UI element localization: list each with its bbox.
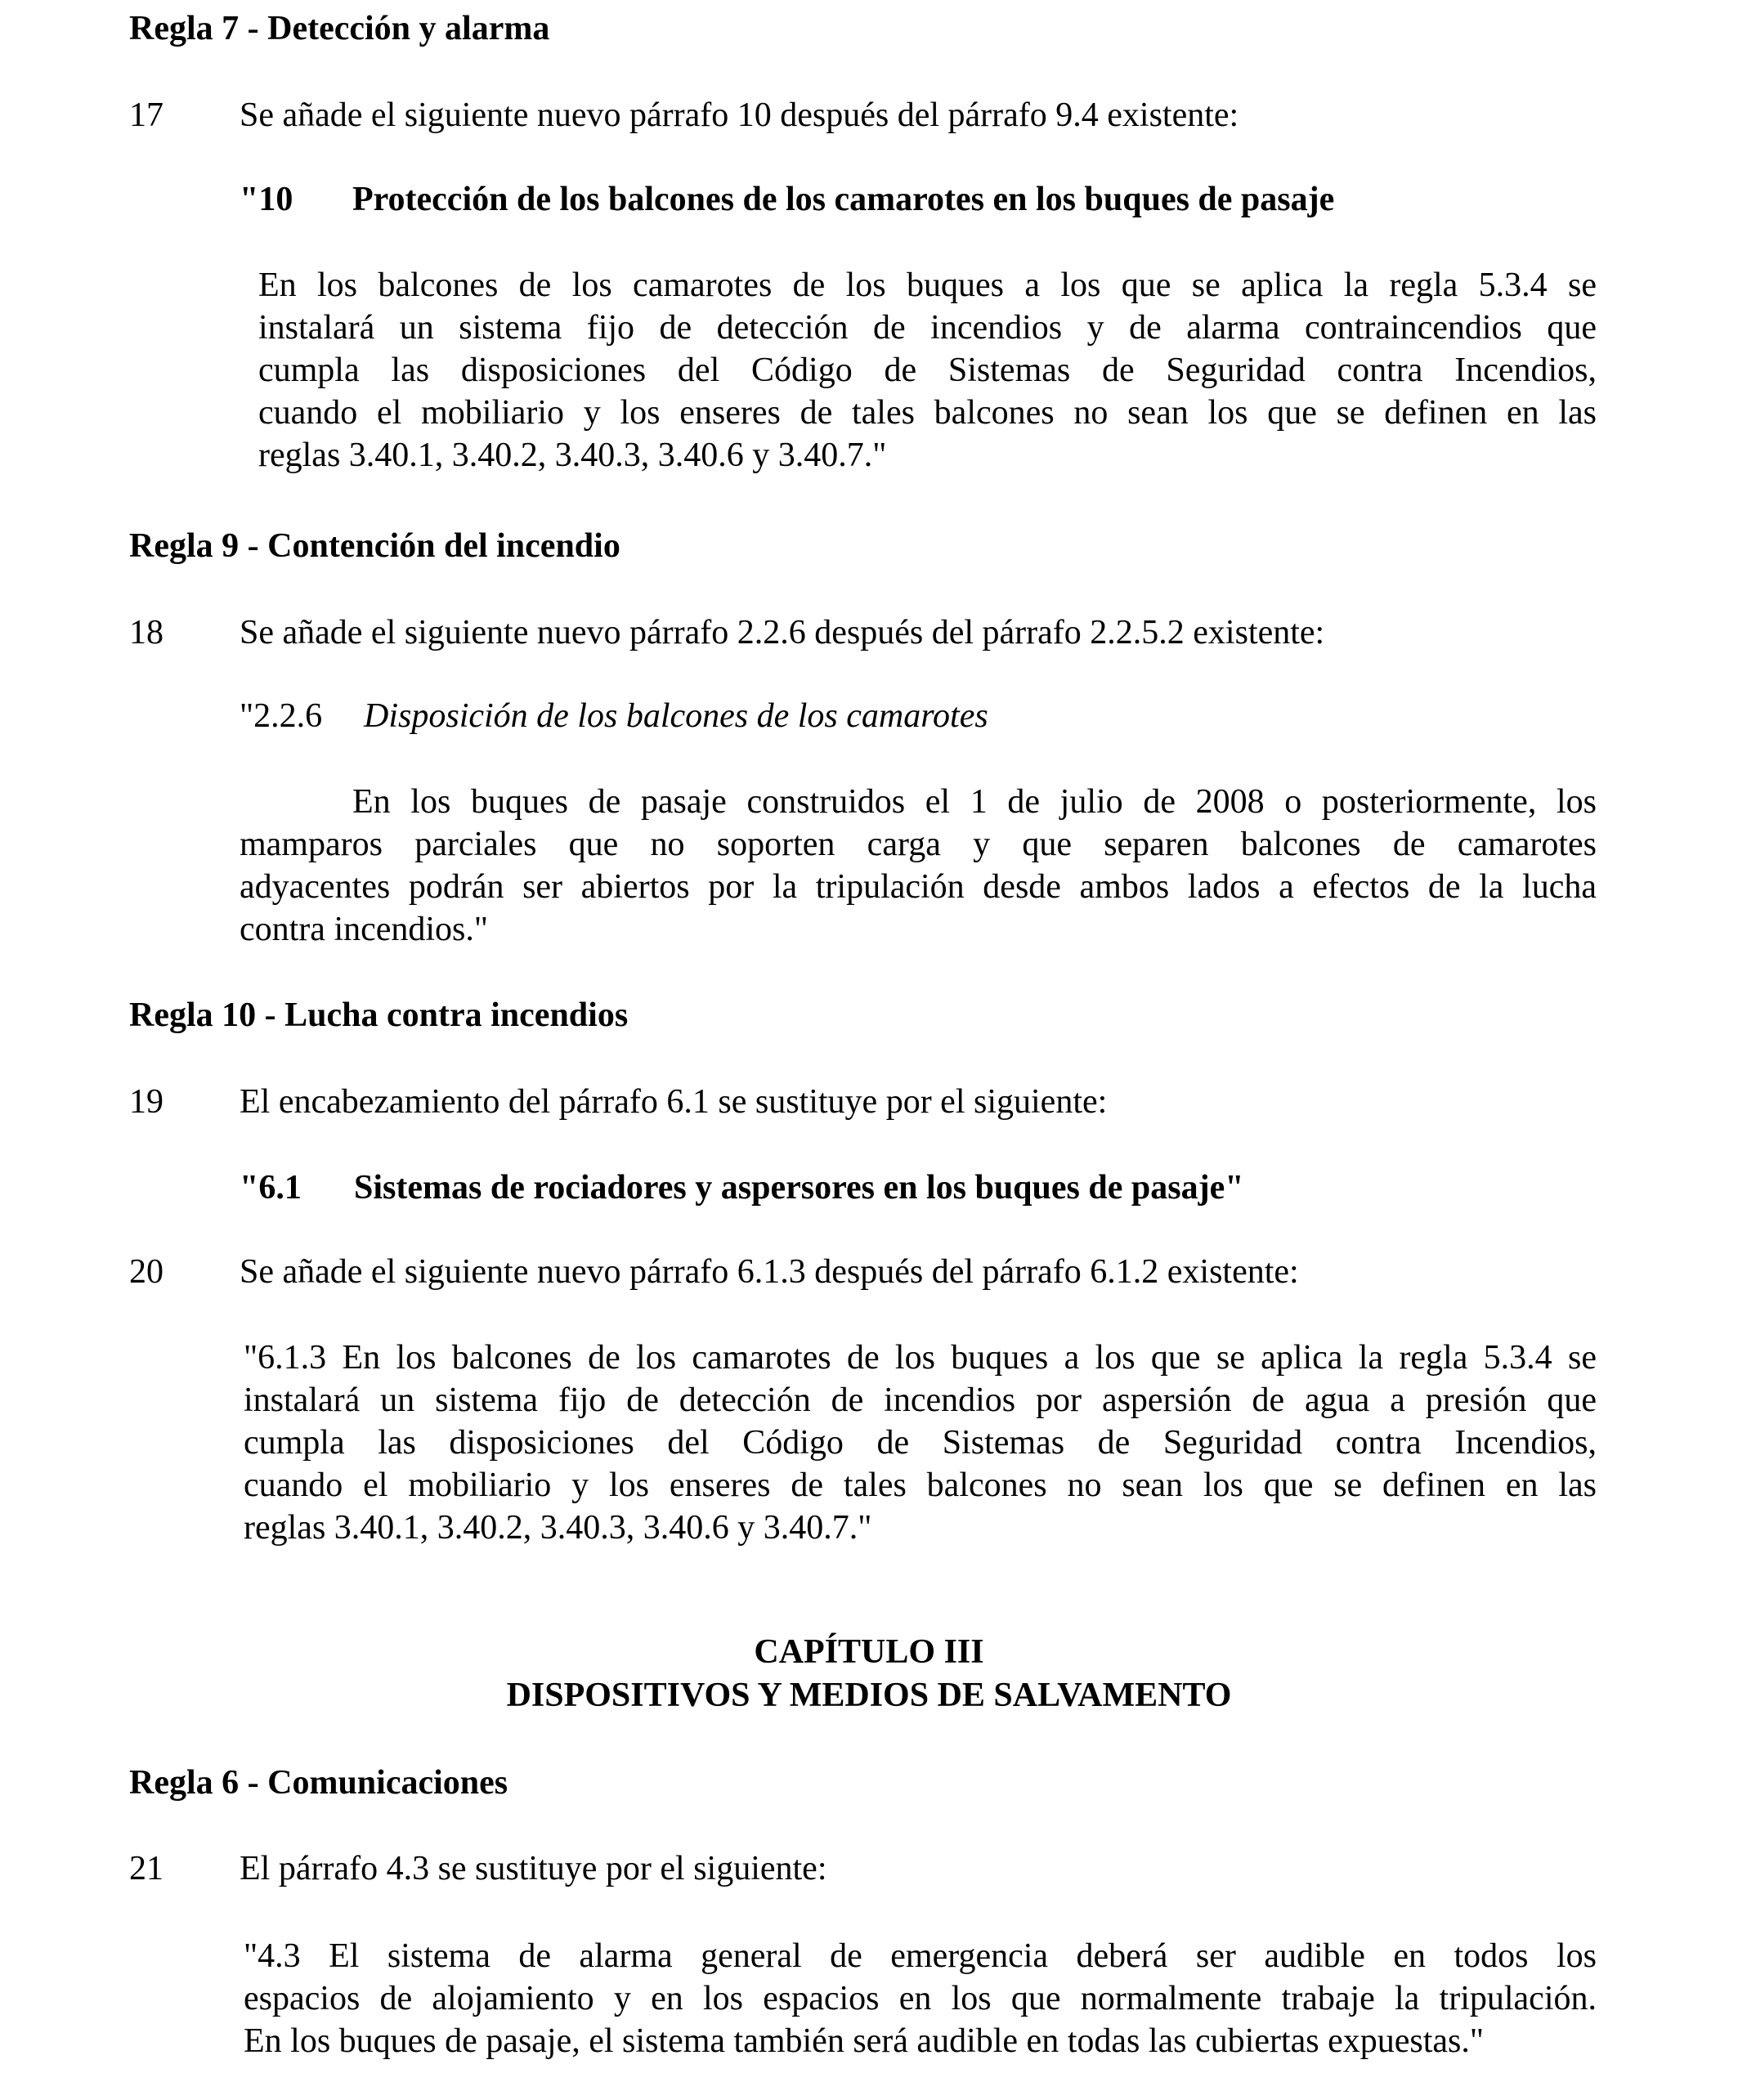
item-21-body	[244, 1935, 1597, 2062]
rule9-body-line: mamparos parciales que no soporten carga y que separen balcones de camarotes	[240, 826, 1597, 863]
rule7-quote-heading	[240, 178, 1334, 221]
rule9-body-line: adyacentes podrán ser abiertos por la tripulación desde ambos lados a efectos de la lucha	[240, 868, 1597, 906]
rule9-body	[240, 781, 1597, 951]
rule10-heading: Regla 10 - Lucha contra incendios	[129, 996, 629, 1034]
item-21-body-line: En los buques de pasaje, el sistema también será audible en todas las cubiertas expuestas."	[244, 2022, 1485, 2060]
rule7-body	[258, 264, 1597, 477]
item-20-body-line: reglas 3.40.1, 3.40.2, 3.40.3, 3.40.6 y 3.40.7."	[244, 1509, 872, 1547]
rule7-quote-number: "10	[240, 181, 293, 218]
rule9-quote-number: "2.2.6	[240, 697, 323, 735]
rule6-heading: Regla 6 - Comunicaciones	[129, 1764, 508, 1802]
item-17-number: 17	[129, 96, 163, 134]
item-19-quote-number: "6.1	[240, 1169, 302, 1207]
rule9-quote-heading	[240, 695, 988, 737]
rule7-body-line: cuando el mobiliario y los enseres de tales balcones no sean los que se definen en las	[258, 394, 1597, 432]
rule7-body-line: En los balcones de los camarotes de los buques a los que se aplica la regla 5.3.4 se	[258, 266, 1597, 304]
item-21-body-line: "4.3 El sistema de alarma general de emergencia deberá ser audible en todos los	[244, 1937, 1597, 1975]
item-20-body-line: cumpla las disposiciones del Código de Sistemas de Seguridad contra Incendios,	[244, 1424, 1597, 1462]
rule9-quote-title: Disposición de los balcones de los camarotes	[364, 697, 988, 735]
item-20-body	[244, 1337, 1597, 1549]
item-20-body-line: cuando el mobiliario y los enseres de tales balcones no sean los que se definen en las	[244, 1466, 1597, 1504]
rule7-quote-title: Protección de los balcones de los camarotes en los buques de pasaje	[352, 181, 1335, 218]
item-19-quote-title: Sistemas de rociadores y aspersores en los buques de pasaje"	[354, 1169, 1244, 1207]
rule7-body-line: cumpla las disposiciones del Código de Sistemas de Seguridad contra Incendios,	[258, 351, 1597, 389]
item-18-intro: Se añade el siguiente nuevo párrafo 2.2.6 después del párrafo 2.2.5.2 existente:	[240, 614, 1325, 651]
item-21-number: 21	[129, 1850, 163, 1887]
rule9-heading: Regla 9 - Contención del incendio	[129, 527, 620, 565]
item-21-intro: El párrafo 4.3 se sustituye por el siguiente:	[240, 1850, 827, 1887]
rule7-heading: Regla 7 - Detección y alarma	[129, 10, 550, 47]
item-20-intro: Se añade el siguiente nuevo párrafo 6.1.3 después del párrafo 6.1.2 existente:	[240, 1253, 1299, 1291]
item-18-number: 18	[129, 614, 163, 651]
item-17-intro: Se añade el siguiente nuevo párrafo 10 después del párrafo 9.4 existente:	[240, 96, 1239, 134]
chapter-title: CAPÍTULO III	[754, 1633, 984, 1671]
item-20-body-line: instalará un sistema fijo de detección de incendios por aspersión de agua a presión que	[244, 1381, 1597, 1419]
rule9-body-line: contra incendios."	[240, 911, 489, 948]
rule9-body-line: En los buques de pasaje construidos el 1 de julio de 2008 o posteriormente, los	[352, 783, 1597, 821]
rule7-body-line: reglas 3.40.1, 3.40.2, 3.40.3, 3.40.6 y 3.40.7."	[258, 437, 887, 474]
item-19-quote-heading	[240, 1166, 1244, 1209]
chapter-subtitle: DISPOSITIVOS Y MEDIOS DE SALVAMENTO	[506, 1677, 1232, 1714]
rule7-body-line: instalará un sistema fijo de detección de incendios y de alarma contraincendios que	[258, 309, 1597, 347]
item-20-number: 20	[129, 1253, 163, 1291]
item-20-body-line: "6.1.3 En los balcones de los camarotes de los buques a los que se aplica la regla 5.3.4 se	[244, 1339, 1597, 1377]
item-21-body-line: espacios de alojamiento y en los espacios en los que normalmente trabaje la tripulación.	[244, 1980, 1597, 2017]
item-19-number: 19	[129, 1083, 163, 1121]
item-19-intro: El encabezamiento del párrafo 6.1 se sustituye por el siguiente:	[240, 1083, 1108, 1121]
